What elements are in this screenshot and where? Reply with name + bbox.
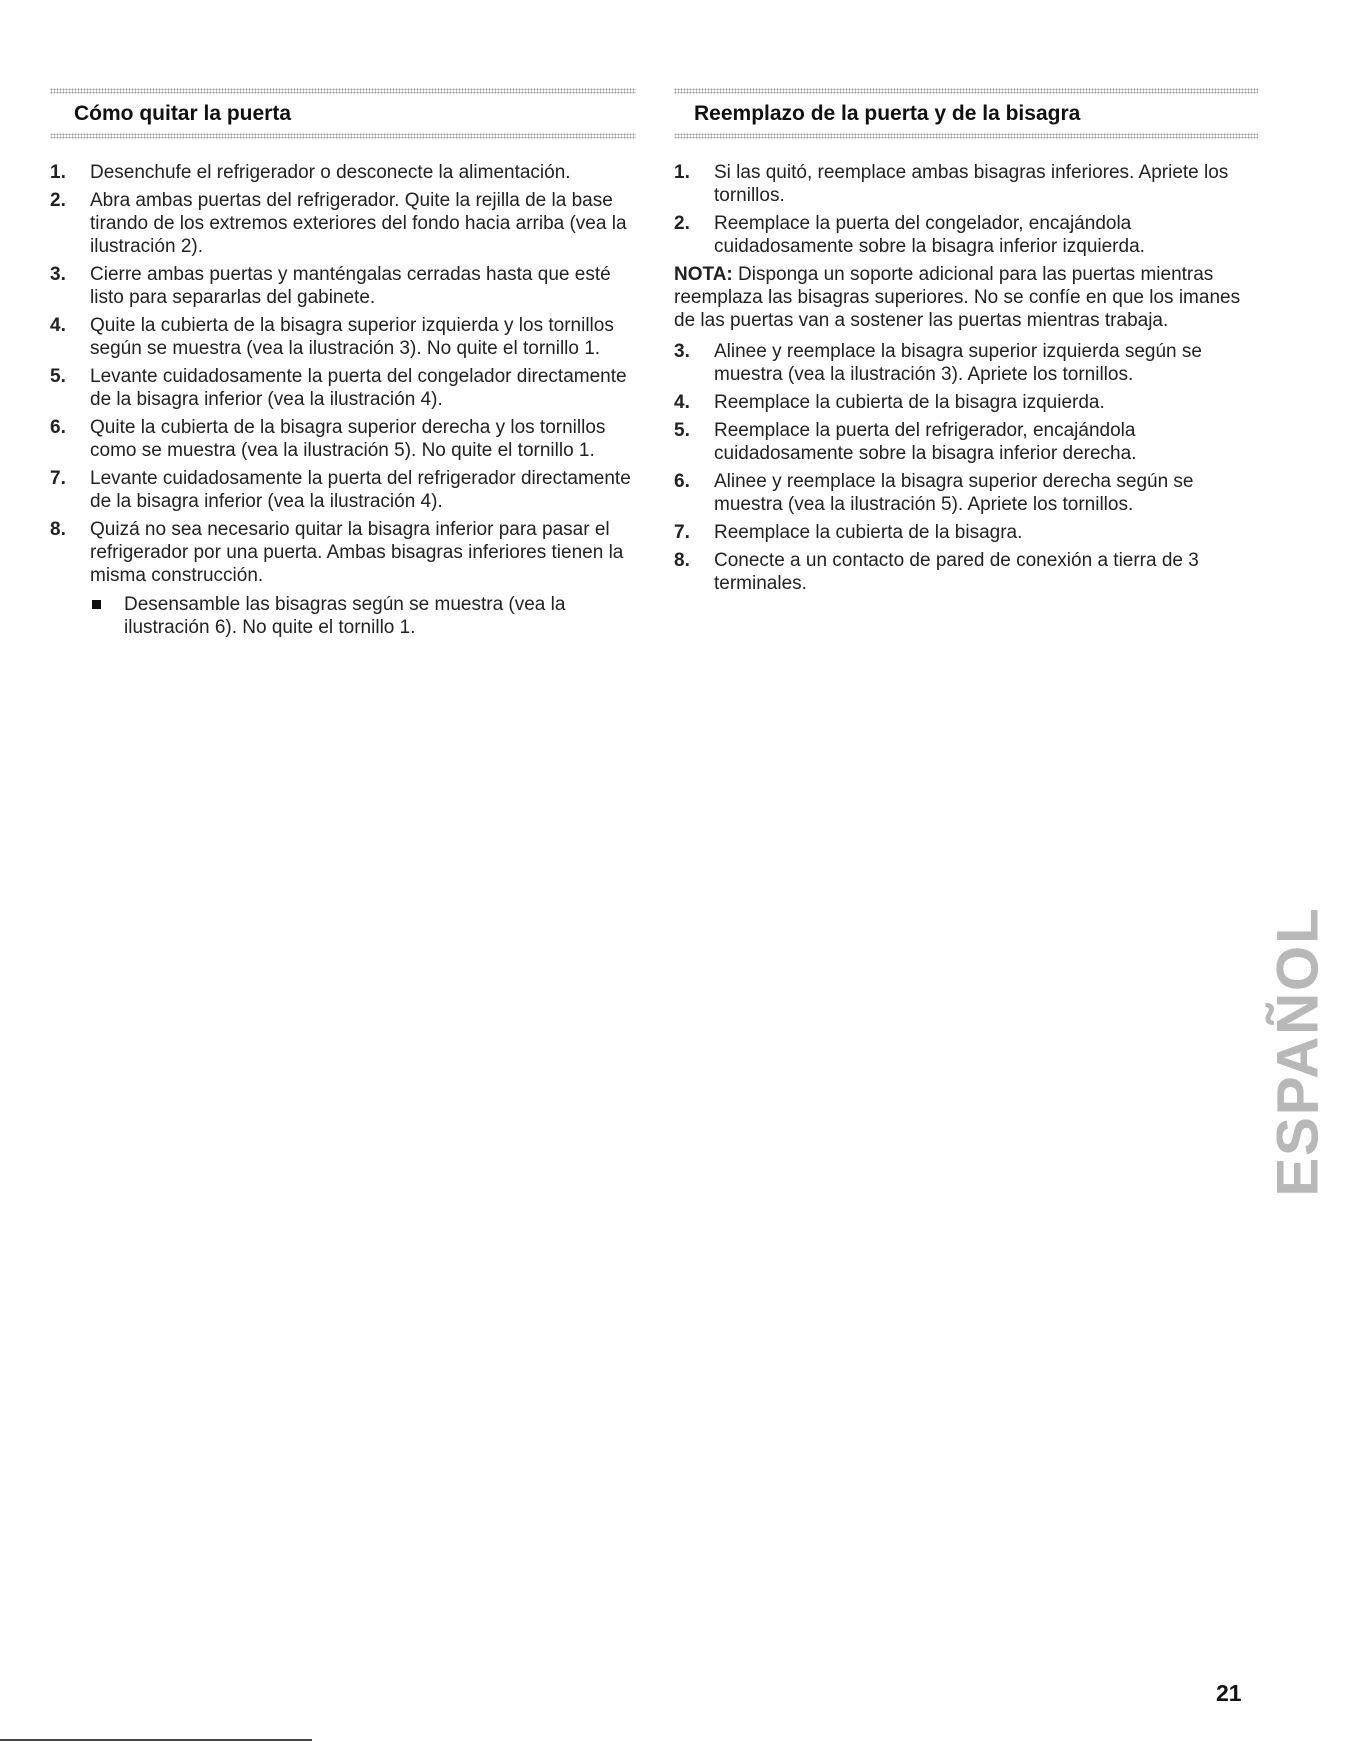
list-item: [674, 212, 1258, 258]
square-bullet-icon: [92, 600, 101, 609]
step-text: Abra ambas puertas del refrigerador. Quite la rejilla de la base tirando de los extremos exteriores del fondo hacia arriba (vea la ilustración 2).: [90, 190, 627, 257]
step-text: Levante cuidadosamente la puerta del congelador directamente de la bisagra inferior (vea la ilustración 4).: [90, 366, 627, 410]
step-number: 3.: [674, 341, 690, 362]
step-text: Alinee y reemplace la bisagra superior izquierda según se muestra (vea la ilustración 3). Apriete los tornillos.: [714, 341, 1202, 385]
step-number: 2.: [50, 190, 66, 211]
list-item: [50, 161, 636, 184]
list-item: [674, 549, 1258, 595]
step-text: Levante cuidadosamente la puerta del refrigerador directamente de la bisagra inferior (vea la ilustración 4).: [90, 468, 631, 512]
left-section-header: [50, 78, 636, 147]
step-text: Quite la cubierta de la bisagra superior izquierda y los tornillos según se muestra (vea la ilustración 3). No quite el tornillo 1.: [90, 315, 614, 359]
step-number: 3.: [50, 264, 66, 285]
step-text: Reemplace la puerta del refrigerador, encajándola cuidadosamente sobre la bisagra inferior derecha.: [714, 420, 1137, 464]
step-number: 1.: [50, 162, 66, 183]
step-text: Reemplace la cubierta de la bisagra izquierda.: [714, 392, 1105, 413]
list-item: [50, 314, 636, 360]
list-item: [674, 470, 1258, 516]
list-item: [674, 391, 1258, 414]
list-item: [50, 518, 636, 639]
language-side-tab: [1260, 905, 1336, 1197]
right-section-header: [674, 78, 1258, 147]
step-text: Quizá no sea necesario quitar la bisagra inferior para pasar el refrigerador por una puerta. Ambas bisagras inferiores tienen la misma construcción.: [90, 519, 624, 586]
step-text: Desenchufe el refrigerador o desconecte la alimentación.: [90, 162, 571, 183]
bottom-dotted-rule: [50, 133, 636, 139]
step-number: 7.: [674, 522, 690, 543]
step-text: Reemplace la puerta del congelador, encajándola cuidadosamente sobre la bisagra inferior izquierda.: [714, 213, 1145, 257]
step-text: Alinee y reemplace la bisagra superior derecha según se muestra (vea la ilustración 5). Apriete los tornillos.: [714, 471, 1194, 515]
list-item: [50, 416, 636, 462]
footer-rule: [0, 1739, 312, 1741]
step-number: 4.: [50, 315, 66, 336]
language-label: ESPAÑOL: [1265, 905, 1331, 1197]
replacement-steps-list-a: [674, 161, 1258, 258]
list-item: [674, 521, 1258, 544]
top-dotted-rule: [50, 88, 636, 94]
removal-steps-list: [50, 161, 636, 639]
step-number: 2.: [674, 213, 690, 234]
list-item: [674, 161, 1258, 207]
list-item: [50, 263, 636, 309]
left-column: [50, 78, 636, 644]
list-item: [50, 189, 636, 258]
step-number: 4.: [674, 392, 690, 413]
step-number: 5.: [50, 366, 66, 387]
list-item: [674, 340, 1258, 386]
step-text: Cierre ambas puertas y manténgalas cerradas hasta que esté listo para separarlas del gabinete.: [90, 264, 611, 308]
list-item: [50, 467, 636, 513]
step-text: Conecte a un contacto de pared de conexión a tierra de 3 terminales.: [714, 550, 1199, 594]
step-number: 8.: [674, 550, 690, 571]
step-number: 5.: [674, 420, 690, 441]
step-text: Quite la cubierta de la bisagra superior derecha y los tornillos como se muestra (vea la ilustración 5). No quite el tornillo 1.: [90, 417, 606, 461]
page-number: 21: [1216, 1680, 1242, 1706]
step-number: 8.: [50, 519, 66, 540]
bottom-dotted-rule: [674, 133, 1258, 139]
bullet-text: Desensamble las bisagras según se muestra (vea la ilustración 6). No quite el tornillo 1.: [124, 594, 566, 638]
section-title: Cómo quitar la puerta: [74, 102, 292, 125]
step-number: 6.: [674, 471, 690, 492]
list-item: [50, 365, 636, 411]
top-dotted-rule: [674, 88, 1258, 94]
section-title: Reemplazo de la puerta y de la bisagra: [694, 102, 1081, 125]
step-number: 7.: [50, 468, 66, 489]
note-paragraph: [674, 263, 1258, 332]
step-number: 1.: [674, 162, 690, 183]
step-number: 6.: [50, 417, 66, 438]
replacement-steps-list-b: [674, 340, 1258, 595]
list-item: [674, 419, 1258, 465]
note-text: Disponga un soporte adicional para las puertas mientras reemplaza las bisagras superiores. No se confíe en que los imanes de las puertas van a sostener las puertas mientras trabaja.: [674, 264, 1241, 331]
bullet-item: [90, 593, 636, 639]
step-text: Reemplace la cubierta de la bisagra.: [714, 522, 1023, 543]
step-text: Si las quitó, reemplace ambas bisagras inferiores. Apriete los tornillos.: [714, 162, 1229, 206]
note-label: NOTA:: [674, 264, 733, 285]
right-column: [674, 78, 1258, 600]
